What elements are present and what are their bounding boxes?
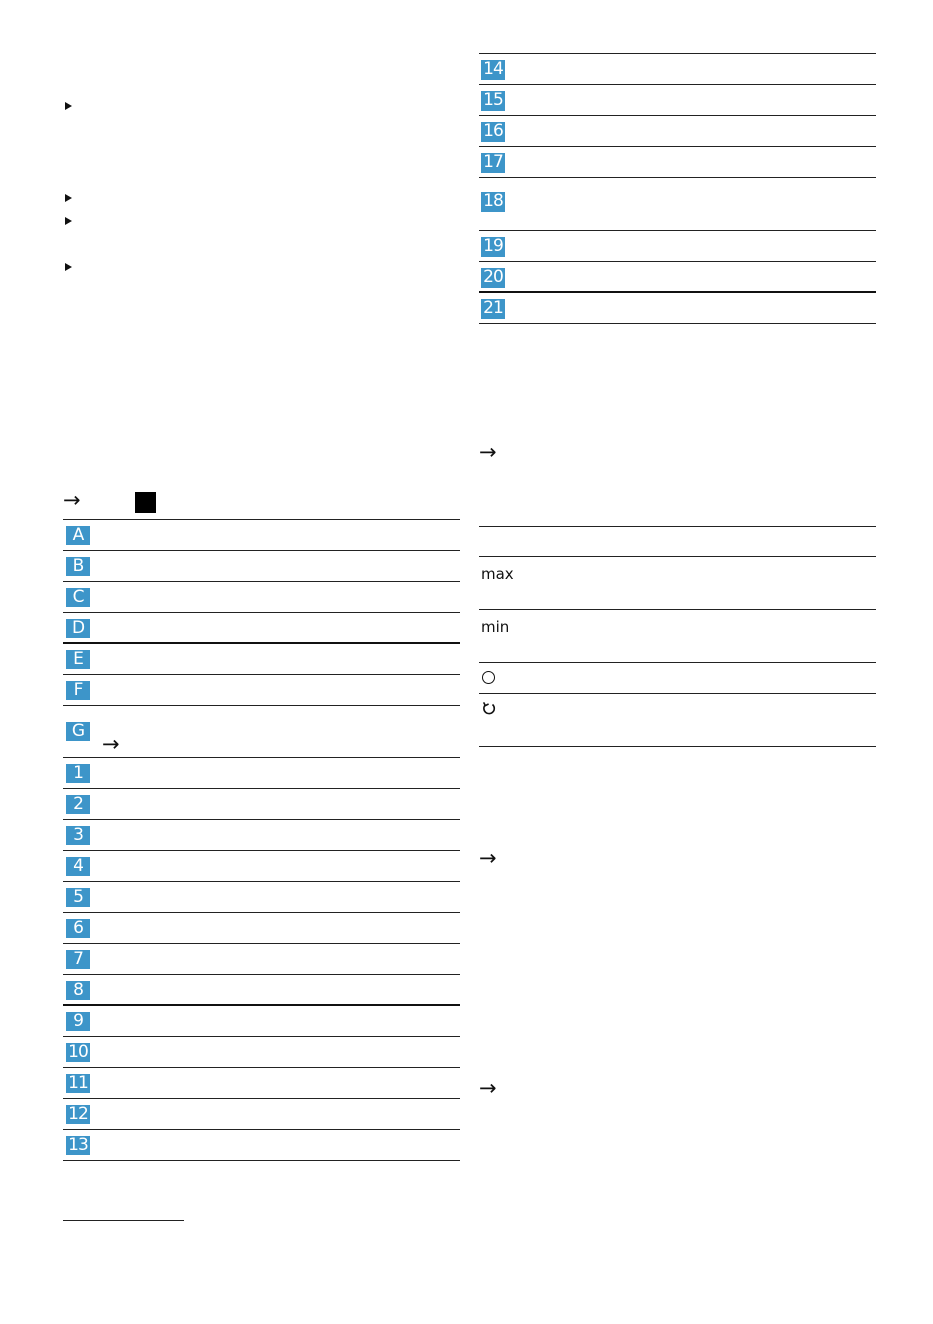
right-legend-table bbox=[479, 54, 876, 324]
legend-badge: 4 bbox=[66, 857, 90, 876]
legend-badge: G bbox=[66, 722, 90, 741]
legend-badge: 11 bbox=[66, 1074, 90, 1093]
legend-row bbox=[63, 551, 460, 582]
symbols-row bbox=[479, 610, 876, 663]
right-arrow-icon: → bbox=[102, 732, 120, 756]
bullet-icon bbox=[65, 217, 72, 225]
legend-badge: 17 bbox=[481, 153, 505, 173]
legend-badge: 8 bbox=[66, 981, 90, 1000]
bullet-icon bbox=[65, 102, 72, 110]
legend-row bbox=[63, 675, 460, 706]
legend-badge: 13 bbox=[66, 1136, 90, 1155]
legend-row bbox=[63, 1068, 460, 1099]
legend-row bbox=[63, 758, 460, 789]
legend-row bbox=[63, 644, 460, 675]
legend-row bbox=[63, 913, 460, 944]
legend-row bbox=[63, 975, 460, 1006]
legend-row bbox=[63, 1037, 460, 1068]
legend-row bbox=[63, 882, 460, 913]
legend-badge: 6 bbox=[66, 919, 90, 938]
right-arrow-icon: → bbox=[479, 440, 497, 464]
symbols-row bbox=[479, 694, 876, 747]
bullet-icon bbox=[65, 263, 72, 271]
legend-badge: 20 bbox=[481, 268, 505, 288]
circle-icon bbox=[482, 671, 495, 684]
symbols-header-row bbox=[479, 527, 876, 557]
black-square-icon bbox=[135, 492, 156, 513]
symbol-label: min bbox=[481, 618, 510, 636]
legend-badge: 3 bbox=[66, 826, 90, 845]
legend-badge: 18 bbox=[481, 192, 505, 212]
legend-badge: 10 bbox=[66, 1043, 90, 1062]
legend-badge: 14 bbox=[481, 60, 505, 80]
legend-row bbox=[479, 116, 876, 147]
legend-badge: A bbox=[66, 526, 90, 545]
legend-badge: 1 bbox=[66, 764, 90, 783]
symbols-table bbox=[479, 527, 876, 747]
legend-badge: F bbox=[66, 681, 90, 700]
right-arrow-icon: → bbox=[479, 846, 497, 870]
legend-row bbox=[63, 582, 460, 613]
legend-row bbox=[479, 293, 876, 324]
legend-badge: 5 bbox=[66, 888, 90, 907]
legend-badge: 12 bbox=[66, 1105, 90, 1124]
symbols-row bbox=[479, 557, 876, 610]
legend-badge: 9 bbox=[66, 1012, 90, 1031]
legend-row bbox=[63, 706, 460, 758]
legend-row bbox=[63, 1006, 460, 1037]
legend-badge: D bbox=[66, 619, 90, 638]
legend-row bbox=[63, 789, 460, 820]
legend-badge: 16 bbox=[481, 122, 505, 142]
left-legend-table bbox=[63, 520, 460, 1161]
footnote-separator bbox=[63, 1220, 184, 1221]
bullet-icon bbox=[65, 194, 72, 202]
legend-row bbox=[63, 1099, 460, 1130]
legend-badge: 19 bbox=[481, 237, 505, 257]
legend-row bbox=[479, 262, 876, 293]
cycle-arrow-icon bbox=[480, 699, 498, 717]
legend-row bbox=[479, 54, 876, 85]
legend-badge: C bbox=[66, 588, 90, 607]
legend-badge: 21 bbox=[481, 299, 505, 319]
legend-badge: B bbox=[66, 557, 90, 576]
legend-row bbox=[63, 1130, 460, 1161]
legend-row bbox=[63, 520, 460, 551]
right-arrow-icon: → bbox=[63, 488, 81, 512]
legend-badge: 15 bbox=[481, 91, 505, 111]
legend-row bbox=[63, 851, 460, 882]
legend-row bbox=[479, 85, 876, 116]
legend-badge: 2 bbox=[66, 795, 90, 814]
legend-row bbox=[63, 820, 460, 851]
right-arrow-icon: → bbox=[479, 1076, 497, 1100]
legend-badge: E bbox=[66, 650, 90, 669]
legend-row bbox=[479, 178, 876, 231]
legend-row bbox=[63, 613, 460, 644]
legend-row bbox=[63, 944, 460, 975]
legend-row bbox=[479, 231, 876, 262]
legend-badge: 7 bbox=[66, 950, 90, 969]
symbols-row bbox=[479, 663, 876, 694]
symbol-label: max bbox=[481, 565, 514, 583]
legend-row bbox=[479, 147, 876, 178]
